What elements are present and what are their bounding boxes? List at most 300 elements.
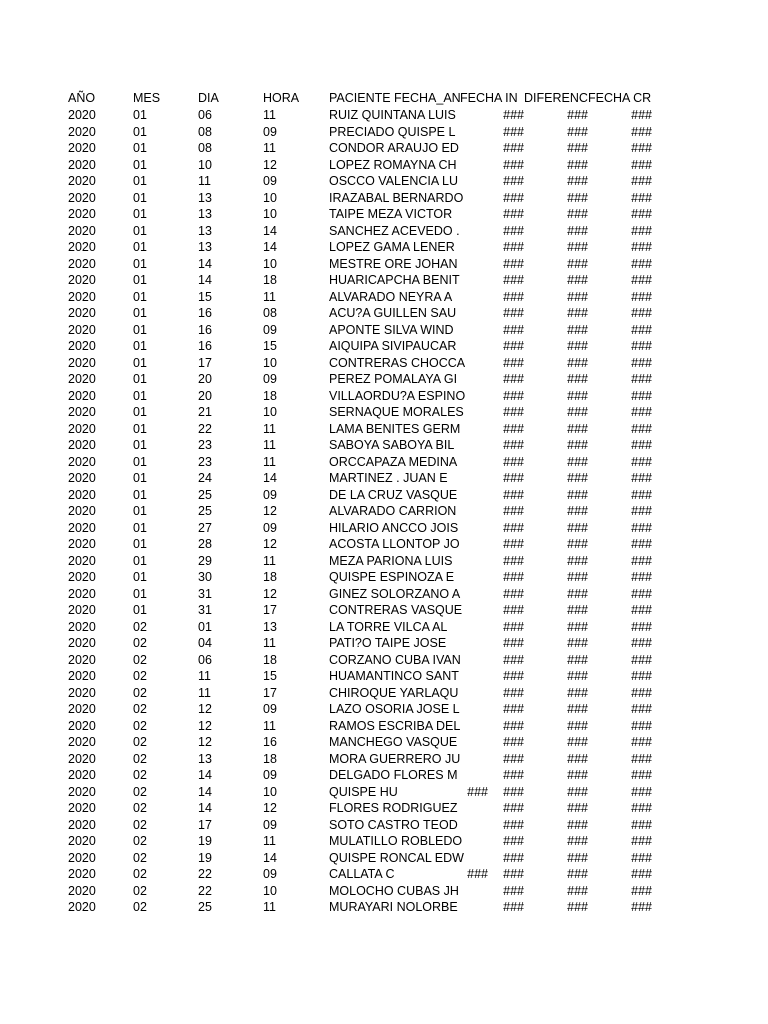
cell-dia[interactable]: 31 <box>198 603 212 617</box>
cell-dia[interactable]: 25 <box>198 900 212 914</box>
cell-fecha-in[interactable]: ### <box>503 702 524 716</box>
cell-mes[interactable]: 01 <box>133 586 147 601</box>
cell-fecha-cr[interactable]: ### <box>631 817 652 832</box>
cell-fecha-cr[interactable]: ### <box>631 883 652 898</box>
cell-fecha-cr[interactable]: ### <box>631 619 652 634</box>
cell-diferenc[interactable]: ### <box>567 306 588 320</box>
cell-fecha-in[interactable]: ### <box>503 421 524 436</box>
cell-dia[interactable]: 08 <box>198 141 212 155</box>
cell-fecha-in[interactable]: ### <box>503 867 524 881</box>
cell-diferenc[interactable]: ### <box>567 471 588 485</box>
cell-mes[interactable]: 02 <box>133 669 147 683</box>
cell-anio[interactable]: 2020 <box>68 240 96 254</box>
cell-diferenc[interactable]: ### <box>567 190 588 205</box>
cell-anio[interactable]: 2020 <box>68 784 96 799</box>
cell-fecha-cr[interactable]: ### <box>631 603 652 617</box>
cell-anio[interactable]: 2020 <box>68 289 96 304</box>
cell-fecha-in[interactable]: ### <box>503 751 524 766</box>
cell-hora[interactable]: 15 <box>263 669 277 683</box>
cell-dia[interactable]: 29 <box>198 553 212 568</box>
cell-dia[interactable]: 20 <box>198 388 212 403</box>
cell-dia[interactable]: 13 <box>198 207 212 221</box>
cell-dia[interactable]: 22 <box>198 883 212 898</box>
cell-diferenc[interactable]: ### <box>567 256 588 271</box>
cell-fecha-cr[interactable]: ### <box>631 850 652 865</box>
cell-hora[interactable]: 16 <box>263 735 277 749</box>
cell-diferenc[interactable]: ### <box>567 883 588 898</box>
cell-fecha-in[interactable]: ### <box>503 240 524 254</box>
cell-fecha-in[interactable]: ### <box>503 834 524 848</box>
cell-diferenc[interactable]: ### <box>567 669 588 683</box>
cell-dia[interactable]: 19 <box>198 850 212 865</box>
cell-fecha-cr[interactable]: ### <box>631 586 652 601</box>
cell-paciente[interactable]: MARTINEZ . JUAN E <box>329 471 448 485</box>
cell-anio[interactable]: 2020 <box>68 438 96 452</box>
cell-mes[interactable]: 01 <box>133 124 147 139</box>
cell-fecha-cr[interactable]: ### <box>631 652 652 667</box>
cell-mes[interactable]: 01 <box>133 207 147 221</box>
cell-hora[interactable]: 12 <box>263 586 277 601</box>
cell-hora[interactable]: 18 <box>263 652 277 667</box>
cell-dia[interactable]: 16 <box>198 322 212 337</box>
cell-mes[interactable]: 02 <box>133 768 147 782</box>
cell-fecha-cr[interactable]: ### <box>631 751 652 766</box>
cell-mes[interactable]: 02 <box>133 652 147 667</box>
cell-hora[interactable]: 17 <box>263 603 277 617</box>
cell-mes[interactable]: 01 <box>133 454 147 469</box>
cell-fecha-in[interactable]: ### <box>503 124 524 139</box>
cell-diferenc[interactable]: ### <box>567 240 588 254</box>
cell-dia[interactable]: 25 <box>198 487 212 502</box>
cell-anio[interactable]: 2020 <box>68 108 96 122</box>
cell-hora[interactable]: 18 <box>263 388 277 403</box>
cell-hora[interactable]: 11 <box>263 553 276 568</box>
cell-diferenc[interactable]: ### <box>567 273 588 287</box>
cell-dia[interactable]: 24 <box>198 471 212 485</box>
cell-anio[interactable]: 2020 <box>68 520 96 535</box>
cell-dia[interactable]: 22 <box>198 421 212 436</box>
cell-hora[interactable]: 09 <box>263 768 277 782</box>
cell-paciente[interactable]: RAMOS ESCRIBA DEL <box>329 718 461 733</box>
cell-anio[interactable]: 2020 <box>68 388 96 403</box>
cell-mes[interactable]: 02 <box>133 900 147 914</box>
cell-paciente[interactable]: MULATILLO ROBLEDO <box>329 834 463 848</box>
cell-diferenc[interactable]: ### <box>567 223 588 238</box>
cell-fecha-an[interactable]: ### <box>467 867 488 881</box>
cell-fecha-cr[interactable]: ### <box>631 388 652 403</box>
cell-fecha-cr[interactable]: ### <box>631 504 652 518</box>
cell-hora[interactable]: 09 <box>263 702 277 716</box>
cell-fecha-in[interactable]: ### <box>503 603 524 617</box>
cell-dia[interactable]: 13 <box>198 190 212 205</box>
cell-mes[interactable]: 01 <box>133 520 147 535</box>
cell-mes[interactable]: 01 <box>133 487 147 502</box>
cell-paciente[interactable]: OSCCO VALENCIA LU <box>329 174 458 188</box>
cell-fecha-cr[interactable]: ### <box>631 702 652 716</box>
cell-fecha-in[interactable]: ### <box>503 636 524 650</box>
cell-diferenc[interactable]: ### <box>567 339 588 353</box>
cell-fecha-cr[interactable]: ### <box>631 454 652 469</box>
cell-dia[interactable]: 15 <box>198 289 212 304</box>
cell-anio[interactable]: 2020 <box>68 273 96 287</box>
cell-diferenc[interactable]: ### <box>567 141 588 155</box>
cell-dia[interactable]: 13 <box>198 751 212 766</box>
cell-dia[interactable]: 16 <box>198 339 212 353</box>
cell-fecha-cr[interactable]: ### <box>631 141 652 155</box>
cell-dia[interactable]: 17 <box>198 355 212 370</box>
cell-paciente[interactable]: ORCCAPAZA MEDINA <box>329 454 458 469</box>
cell-hora[interactable]: 15 <box>263 339 277 353</box>
cell-fecha-cr[interactable]: ### <box>631 537 652 551</box>
cell-diferenc[interactable]: ### <box>567 768 588 782</box>
cell-paciente[interactable]: MOLOCHO CUBAS JH <box>329 883 459 898</box>
cell-anio[interactable]: 2020 <box>68 669 96 683</box>
cell-anio[interactable]: 2020 <box>68 817 96 832</box>
cell-dia[interactable]: 12 <box>198 718 212 733</box>
cell-diferenc[interactable]: ### <box>567 553 588 568</box>
cell-anio[interactable]: 2020 <box>68 372 96 386</box>
cell-mes[interactable]: 01 <box>133 471 147 485</box>
cell-dia[interactable]: 12 <box>198 735 212 749</box>
cell-fecha-cr[interactable]: ### <box>631 372 652 386</box>
cell-dia[interactable]: 14 <box>198 768 212 782</box>
cell-hora[interactable]: 11 <box>263 141 276 155</box>
cell-paciente[interactable]: HILARIO ANCCO JOIS <box>329 520 459 535</box>
cell-mes[interactable]: 02 <box>133 784 147 799</box>
cell-hora[interactable]: 14 <box>263 223 277 238</box>
cell-fecha-in[interactable]: ### <box>503 900 524 914</box>
cell-diferenc[interactable]: ### <box>567 817 588 832</box>
cell-mes[interactable]: 01 <box>133 306 147 320</box>
cell-hora[interactable]: 10 <box>263 355 277 370</box>
cell-fecha-in[interactable]: ### <box>503 883 524 898</box>
cell-anio[interactable]: 2020 <box>68 174 96 188</box>
cell-diferenc[interactable]: ### <box>567 702 588 716</box>
cell-anio[interactable]: 2020 <box>68 801 96 815</box>
cell-fecha-cr[interactable]: ### <box>631 223 652 238</box>
cell-dia[interactable]: 14 <box>198 256 212 271</box>
cell-fecha-in[interactable]: ### <box>503 471 524 485</box>
cell-diferenc[interactable]: ### <box>567 289 588 304</box>
cell-anio[interactable]: 2020 <box>68 850 96 865</box>
cell-mes[interactable]: 01 <box>133 339 147 353</box>
cell-paciente[interactable]: LAMA BENITES GERM <box>329 421 461 436</box>
cell-dia[interactable]: 01 <box>198 619 212 634</box>
cell-fecha-cr[interactable]: ### <box>631 768 652 782</box>
cell-fecha-in[interactable]: ### <box>503 586 524 601</box>
cell-hora[interactable]: 11 <box>263 454 276 469</box>
cell-diferenc[interactable]: ### <box>567 537 588 551</box>
cell-hora[interactable]: 11 <box>263 834 276 848</box>
cell-anio[interactable]: 2020 <box>68 553 96 568</box>
cell-hora[interactable]: 13 <box>263 619 277 634</box>
cell-hora[interactable]: 09 <box>263 322 277 337</box>
cell-fecha-cr[interactable]: ### <box>631 669 652 683</box>
cell-dia[interactable]: 06 <box>198 108 212 122</box>
cell-hora[interactable]: 09 <box>263 487 277 502</box>
cell-fecha-in[interactable]: ### <box>503 718 524 733</box>
cell-hora[interactable]: 17 <box>263 685 277 700</box>
cell-anio[interactable]: 2020 <box>68 883 96 898</box>
cell-hora[interactable]: 12 <box>263 537 277 551</box>
cell-mes[interactable]: 01 <box>133 190 147 205</box>
cell-anio[interactable]: 2020 <box>68 636 96 650</box>
cell-fecha-in[interactable]: ### <box>503 784 524 799</box>
cell-fecha-in[interactable]: ### <box>503 273 524 287</box>
cell-diferenc[interactable]: ### <box>567 586 588 601</box>
cell-diferenc[interactable]: ### <box>567 834 588 848</box>
cell-mes[interactable]: 01 <box>133 570 147 584</box>
cell-fecha-in[interactable]: ### <box>503 289 524 304</box>
cell-fecha-in[interactable]: ### <box>503 850 524 865</box>
cell-fecha-in[interactable]: ### <box>503 405 524 419</box>
cell-anio[interactable]: 2020 <box>68 537 96 551</box>
cell-anio[interactable]: 2020 <box>68 306 96 320</box>
cell-dia[interactable]: 17 <box>198 817 212 832</box>
cell-fecha-in[interactable]: ### <box>503 339 524 353</box>
cell-hora[interactable]: 09 <box>263 174 277 188</box>
cell-mes[interactable]: 01 <box>133 603 147 617</box>
cell-diferenc[interactable]: ### <box>567 619 588 634</box>
cell-anio[interactable]: 2020 <box>68 157 96 172</box>
cell-anio[interactable]: 2020 <box>68 256 96 271</box>
cell-hora[interactable]: 14 <box>263 850 277 865</box>
cell-dia[interactable]: 11 <box>198 685 211 700</box>
cell-hora[interactable]: 18 <box>263 570 277 584</box>
cell-hora[interactable]: 11 <box>263 108 276 122</box>
cell-fecha-in[interactable]: ### <box>503 157 524 172</box>
cell-paciente[interactable]: DELGADO FLORES M <box>329 768 458 782</box>
cell-paciente[interactable]: ACU?A GUILLEN SAU <box>329 306 457 320</box>
cell-mes[interactable]: 01 <box>133 355 147 370</box>
cell-diferenc[interactable]: ### <box>567 355 588 370</box>
cell-fecha-in[interactable]: ### <box>503 768 524 782</box>
cell-mes[interactable]: 02 <box>133 702 147 716</box>
cell-fecha-cr[interactable]: ### <box>631 306 652 320</box>
cell-fecha-cr[interactable]: ### <box>631 124 652 139</box>
cell-fecha-cr[interactable]: ### <box>631 867 652 881</box>
cell-anio[interactable]: 2020 <box>68 702 96 716</box>
cell-fecha-in[interactable]: ### <box>503 207 524 221</box>
cell-anio[interactable]: 2020 <box>68 900 96 914</box>
cell-hora[interactable]: 14 <box>263 471 277 485</box>
cell-dia[interactable]: 25 <box>198 504 212 518</box>
cell-anio[interactable]: 2020 <box>68 834 96 848</box>
cell-mes[interactable]: 02 <box>133 883 147 898</box>
cell-paciente[interactable]: CONTRERAS CHOCCA <box>329 355 466 370</box>
cell-anio[interactable]: 2020 <box>68 190 96 205</box>
cell-dia[interactable]: 21 <box>198 405 212 419</box>
cell-fecha-in[interactable]: ### <box>503 652 524 667</box>
cell-diferenc[interactable]: ### <box>567 735 588 749</box>
cell-anio[interactable]: 2020 <box>68 141 96 155</box>
cell-mes[interactable]: 02 <box>133 801 147 815</box>
cell-paciente[interactable]: SABOYA SABOYA BIL <box>329 438 455 452</box>
cell-anio[interactable]: 2020 <box>68 322 96 337</box>
cell-mes[interactable]: 02 <box>133 751 147 766</box>
cell-anio[interactable]: 2020 <box>68 339 96 353</box>
cell-fecha-cr[interactable]: ### <box>631 471 652 485</box>
cell-hora[interactable]: 10 <box>263 256 277 271</box>
cell-fecha-cr[interactable]: ### <box>631 108 652 122</box>
cell-dia[interactable]: 23 <box>198 438 212 452</box>
cell-diferenc[interactable]: ### <box>567 157 588 172</box>
cell-mes[interactable]: 01 <box>133 438 147 452</box>
cell-hora[interactable]: 12 <box>263 157 277 172</box>
cell-paciente[interactable]: MURAYARI NOLORBE <box>329 900 458 914</box>
cell-mes[interactable]: 01 <box>133 174 147 188</box>
cell-anio[interactable]: 2020 <box>68 124 96 139</box>
cell-paciente[interactable]: GINEZ SOLORZANO A <box>329 586 461 601</box>
cell-hora[interactable]: 09 <box>263 867 277 881</box>
cell-fecha-cr[interactable]: ### <box>631 207 652 221</box>
cell-hora[interactable]: 11 <box>263 421 276 436</box>
cell-fecha-in[interactable]: ### <box>503 487 524 502</box>
cell-hora[interactable]: 11 <box>263 636 276 650</box>
cell-mes[interactable]: 01 <box>133 421 147 436</box>
cell-fecha-in[interactable]: ### <box>503 322 524 337</box>
cell-anio[interactable]: 2020 <box>68 768 96 782</box>
cell-fecha-cr[interactable]: ### <box>631 834 652 848</box>
cell-fecha-cr[interactable]: ### <box>631 174 652 188</box>
cell-diferenc[interactable]: ### <box>567 520 588 535</box>
cell-anio[interactable]: 2020 <box>68 685 96 700</box>
cell-dia[interactable]: 11 <box>198 174 211 188</box>
cell-fecha-cr[interactable]: ### <box>631 784 652 799</box>
cell-mes[interactable]: 02 <box>133 636 147 650</box>
cell-dia[interactable]: 08 <box>198 124 212 139</box>
cell-mes[interactable]: 01 <box>133 223 147 238</box>
cell-mes[interactable]: 01 <box>133 537 147 551</box>
cell-dia[interactable]: 22 <box>198 867 212 881</box>
cell-paciente[interactable]: RUIZ QUINTANA LUIS <box>329 108 456 122</box>
cell-hora[interactable]: 12 <box>263 801 277 815</box>
cell-fecha-in[interactable]: ### <box>503 355 524 370</box>
cell-hora[interactable]: 08 <box>263 306 277 320</box>
cell-fecha-cr[interactable]: ### <box>631 636 652 650</box>
cell-anio[interactable]: 2020 <box>68 421 96 436</box>
cell-paciente[interactable]: CALLATA C <box>329 867 395 881</box>
cell-paciente[interactable]: LAZO OSORIA JOSE L <box>329 702 460 716</box>
cell-anio[interactable]: 2020 <box>68 207 96 221</box>
cell-fecha-cr[interactable]: ### <box>631 487 652 502</box>
cell-hora[interactable]: 12 <box>263 504 277 518</box>
cell-paciente[interactable]: PATI?O TAIPE JOSE <box>329 636 447 650</box>
cell-hora[interactable]: 14 <box>263 240 277 254</box>
cell-paciente[interactable]: MEZA PARIONA LUIS <box>329 553 453 568</box>
cell-hora[interactable]: 09 <box>263 372 277 386</box>
cell-mes[interactable]: 01 <box>133 388 147 403</box>
cell-dia[interactable]: 04 <box>198 636 212 650</box>
cell-dia[interactable]: 20 <box>198 372 212 386</box>
cell-diferenc[interactable]: ### <box>567 570 588 584</box>
cell-mes[interactable]: 02 <box>133 817 147 832</box>
cell-paciente[interactable]: CONDOR ARAUJO ED <box>329 141 459 155</box>
cell-diferenc[interactable]: ### <box>567 900 588 914</box>
cell-anio[interactable]: 2020 <box>68 867 96 881</box>
cell-paciente[interactable]: CONTRERAS VASQUE <box>329 603 463 617</box>
cell-anio[interactable]: 2020 <box>68 454 96 469</box>
cell-hora[interactable]: 09 <box>263 520 277 535</box>
cell-mes[interactable]: 02 <box>133 685 147 700</box>
cell-mes[interactable]: 01 <box>133 141 147 155</box>
cell-mes[interactable]: 01 <box>133 322 147 337</box>
cell-diferenc[interactable]: ### <box>567 487 588 502</box>
cell-fecha-in[interactable]: ### <box>503 817 524 832</box>
cell-dia[interactable]: 16 <box>198 306 212 320</box>
cell-fecha-cr[interactable]: ### <box>631 553 652 568</box>
cell-diferenc[interactable]: ### <box>567 421 588 436</box>
cell-paciente[interactable]: ALVARADO CARRION <box>329 504 457 518</box>
cell-hora[interactable]: 11 <box>263 718 276 733</box>
cell-fecha-cr[interactable]: ### <box>631 322 652 337</box>
cell-mes[interactable]: 02 <box>133 867 147 881</box>
cell-mes[interactable]: 01 <box>133 157 147 172</box>
cell-diferenc[interactable]: ### <box>567 652 588 667</box>
cell-diferenc[interactable]: ### <box>567 636 588 650</box>
cell-mes[interactable]: 01 <box>133 504 147 518</box>
cell-mes[interactable]: 01 <box>133 289 147 304</box>
cell-mes[interactable]: 02 <box>133 850 147 865</box>
cell-diferenc[interactable]: ### <box>567 867 588 881</box>
cell-mes[interactable]: 02 <box>133 718 147 733</box>
cell-hora[interactable]: 10 <box>263 883 277 898</box>
cell-fecha-cr[interactable]: ### <box>631 240 652 254</box>
cell-paciente[interactable]: SOTO CASTRO TEOD <box>329 817 458 832</box>
cell-paciente[interactable]: HUAMANTINCO SANT <box>329 669 459 683</box>
cell-mes[interactable]: 01 <box>133 256 147 271</box>
cell-diferenc[interactable]: ### <box>567 124 588 139</box>
cell-diferenc[interactable]: ### <box>567 784 588 799</box>
cell-diferenc[interactable]: ### <box>567 454 588 469</box>
cell-diferenc[interactable]: ### <box>567 685 588 700</box>
cell-fecha-cr[interactable]: ### <box>631 405 652 419</box>
cell-fecha-cr[interactable]: ### <box>631 355 652 370</box>
cell-diferenc[interactable]: ### <box>567 850 588 865</box>
cell-paciente[interactable]: ACOSTA LLONTOP JO <box>329 537 460 551</box>
cell-fecha-in[interactable]: ### <box>503 504 524 518</box>
cell-diferenc[interactable]: ### <box>567 388 588 403</box>
cell-paciente[interactable]: CHIROQUE YARLAQU <box>329 685 459 700</box>
cell-diferenc[interactable]: ### <box>567 801 588 815</box>
cell-diferenc[interactable]: ### <box>567 372 588 386</box>
cell-anio[interactable]: 2020 <box>68 619 96 634</box>
cell-dia[interactable]: 13 <box>198 223 212 238</box>
cell-anio[interactable]: 2020 <box>68 223 96 238</box>
cell-mes[interactable]: 01 <box>133 108 147 122</box>
cell-mes[interactable]: 01 <box>133 273 147 287</box>
cell-dia[interactable]: 19 <box>198 834 212 848</box>
cell-diferenc[interactable]: ### <box>567 718 588 733</box>
cell-paciente[interactable]: ALVARADO NEYRA A <box>329 289 453 304</box>
cell-fecha-cr[interactable]: ### <box>631 339 652 353</box>
cell-anio[interactable]: 2020 <box>68 471 96 485</box>
cell-hora[interactable]: 10 <box>263 784 277 799</box>
cell-paciente[interactable]: PEREZ POMALAYA GI <box>329 372 458 386</box>
cell-fecha-in[interactable]: ### <box>503 223 524 238</box>
cell-dia[interactable]: 13 <box>198 240 212 254</box>
cell-anio[interactable]: 2020 <box>68 570 96 584</box>
cell-fecha-cr[interactable]: ### <box>631 735 652 749</box>
cell-diferenc[interactable]: ### <box>567 322 588 337</box>
cell-dia[interactable]: 14 <box>198 273 212 287</box>
cell-hora[interactable]: 09 <box>263 817 277 832</box>
cell-diferenc[interactable]: ### <box>567 751 588 766</box>
cell-fecha-cr[interactable]: ### <box>631 273 652 287</box>
cell-anio[interactable]: 2020 <box>68 405 96 419</box>
cell-paciente[interactable]: CORZANO CUBA IVAN <box>329 652 461 667</box>
cell-mes[interactable]: 02 <box>133 619 147 634</box>
